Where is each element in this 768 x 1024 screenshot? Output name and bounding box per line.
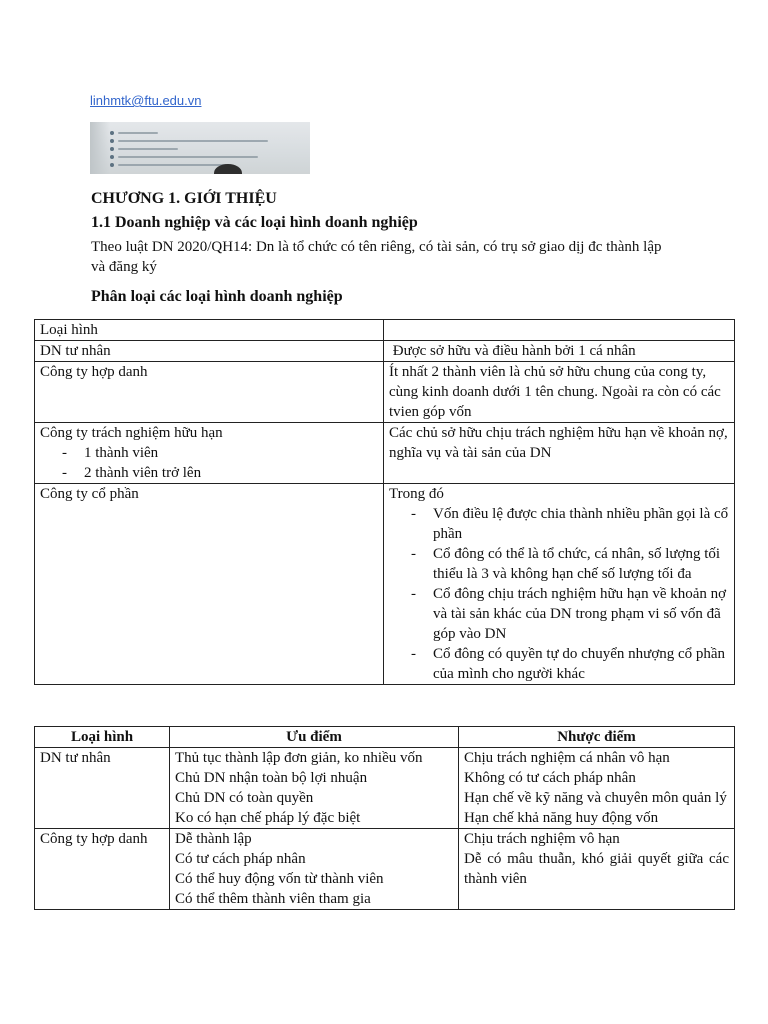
pros-cell [170,829,459,910]
embedded-photo [90,122,310,174]
description-intro: Trong đó [389,486,444,502]
list-item: Hạn chế về kỹ năng và chuyên môn quản lý [464,790,727,806]
table-row [35,423,735,484]
list-item: - Cổ đông chịu trách nghiệm hữu hạn về khoản nợ và tài sản khác của DN trong phạm vi số vốn đã góp vào DN [389,584,729,644]
table-row [35,362,735,423]
description-cell: Được sở hữu và điều hành bởi 1 cá nhân [384,341,735,362]
list-item: Có thể thêm thành viên tham gia [175,891,371,907]
table-row [35,341,735,362]
list-item: Dễ thành lập [175,831,252,847]
list-item: Có tư cách pháp nhân [175,851,306,867]
pros-cons-table [34,726,735,910]
list-item: Hạn chế khả năng huy động vốn [464,810,659,826]
table-header-cell: Nhược điểm [459,727,735,748]
list-item: Có thể huy động vốn từ thành viên [175,871,384,887]
description-cell: Ít nhất 2 thành viên là chủ sở hữu chung của cong ty, cùng kinh doanh dưới 1 tên chung. Ngoài ra còn có các tvien góp vốn [384,362,735,423]
list-item: Chịu trách nghiệm vô hạn [464,831,620,847]
type-cell: Công ty hợp danh [35,362,384,423]
cons-cell [459,748,735,829]
list-item: Chủ DN có toàn quyền [175,790,314,806]
list-item: - Vốn điều lệ được chia thành nhiều phần gọi là cổ phần [389,504,729,544]
table-header-cell: Loại hình [35,320,384,341]
type-cell: Công ty hợp danh [35,829,170,910]
classification-title: Phân loại các loại hình doanh nghiệp [91,288,343,305]
table-header-row [35,727,735,748]
type-cell: DN tư nhân [35,748,170,829]
pros-cell [170,748,459,829]
type-cell [35,423,384,484]
list-item: - 1 thành viên [40,443,378,463]
table-header-cell [384,320,735,341]
section-title: 1.1 Doanh nghiệp và các loại hình doanh nghiệp [91,214,418,231]
description-cell [384,484,735,685]
business-types-table [34,319,735,685]
type-label: Công ty trách nghiệm hữu hạn [40,425,223,441]
type-cell: DN tư nhân [35,341,384,362]
list-item: Dễ có mâu thuẫn, khó giải quyết giữa các thành viên [464,851,729,887]
table-row [35,829,735,910]
list-item: - 2 thành viên trở lên [40,463,378,483]
table-header-cell: Ưu điểm [170,727,459,748]
type-cell: Công ty cổ phần [35,484,384,685]
table-row [35,748,735,829]
chapter-title: CHƯƠNG 1. GIỚI THIỆU [91,190,277,207]
definition-paragraph: Theo luật DN 2020/QH14: Dn là tổ chức có tên riêng, có tài sản, có trụ sở giao dịj đc thành lập và đăng ký [91,239,662,275]
list-item: Chịu trách nghiệm cá nhân vô hạn [464,750,670,766]
list-item: Không có tư cách pháp nhân [464,770,636,786]
list-item: - Cổ đông có thể là tổ chức, cá nhân, số lượng tối thiểu là 3 và không hạn chế số lượng tối đa [389,544,729,584]
description-cell: Các chủ sở hữu chịu trách nghiệm hữu hạn về khoản nợ, nghĩa vụ và tài sản của DN [384,423,735,484]
table-header-cell: Loại hình [35,727,170,748]
list-item: Ko có hạn chế pháp lý đặc biệt [175,810,361,826]
table-row [35,484,735,685]
list-item: Thủ tục thành lập đơn giản, ko nhiều vốn [175,750,423,766]
list-item: - Cổ đông có quyền tự do chuyển nhượng cổ phần của mình cho người khác [389,644,729,684]
list-item: Chủ DN nhận toàn bộ lợi nhuận [175,770,368,786]
cons-cell [459,829,735,910]
email-link[interactable]: linhmtk@ftu.edu.vn [90,93,202,108]
table-header-row [35,320,735,341]
